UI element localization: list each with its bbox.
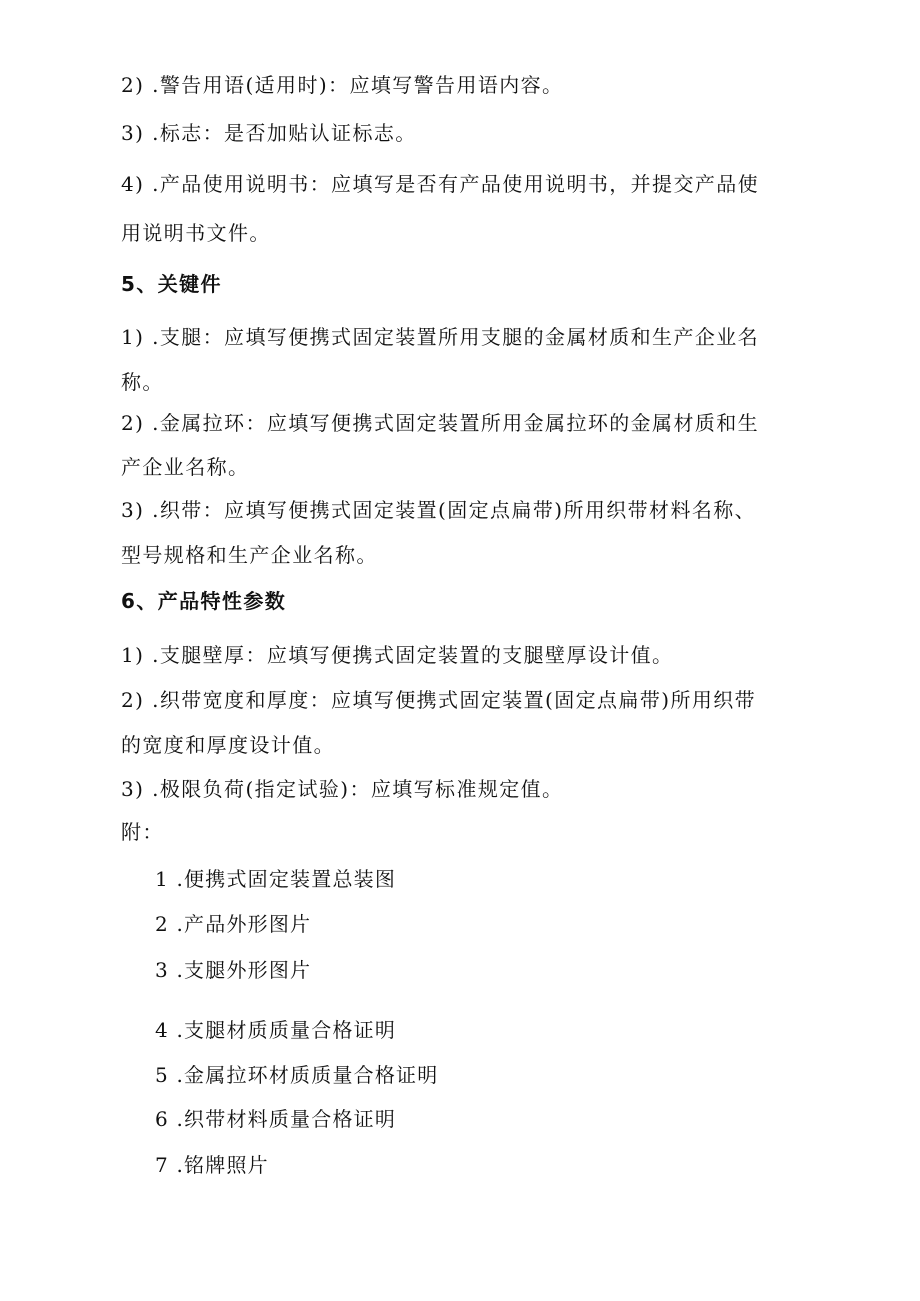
attachment-item: 3 .支腿外形图片	[155, 958, 312, 982]
sec5-line: 产企业名称。	[121, 455, 250, 479]
sec6-line: 2) .织带宽度和厚度：应填写便携式固定装置(固定点扁带)所用织带	[121, 688, 757, 712]
sec5-line: 3) .织带：应填写便携式固定装置(固定点扁带)所用织带材料名称、	[121, 498, 757, 522]
sec4-item-mark: 3) .标志：是否加贴认证标志。	[121, 121, 417, 145]
attachment-item: 6 .织带材料质量合格证明	[155, 1107, 397, 1131]
sec6-line: 的宽度和厚度设计值。	[121, 733, 335, 757]
attachments-label: 附：	[121, 820, 164, 844]
sec6-heading: 6、产品特性参数	[121, 589, 287, 613]
attachment-item: 7 .铭牌照片	[155, 1153, 269, 1177]
sec5-line: 型号规格和生产企业名称。	[121, 543, 378, 567]
sec4-item-manual-cont: 用说明书文件。	[121, 221, 271, 245]
sec4-item-manual: 4) .产品使用说明书：应填写是否有产品使用说明书，并提交产品使	[121, 172, 760, 196]
sec4-item-warning: 2) .警告用语(适用时)：应填写警告用语内容。	[121, 73, 564, 97]
sec5-heading: 5、关键件	[121, 272, 222, 296]
sec6-line: 1) .支腿壁厚：应填写便携式固定装置的支腿壁厚设计值。	[121, 643, 674, 667]
attachment-item: 1 .便携式固定装置总装图	[155, 867, 397, 891]
attachment-item: 4 .支腿材质质量合格证明	[155, 1018, 397, 1042]
sec5-line: 1) .支腿：应填写便携式固定装置所用支腿的金属材质和生产企业名	[121, 325, 760, 349]
attachment-item: 2 .产品外形图片	[155, 912, 312, 936]
sec5-line: 称。	[121, 370, 164, 394]
attachment-item: 5 .金属拉环材质质量合格证明	[155, 1063, 439, 1087]
sec6-line: 3) .极限负荷(指定试验)：应填写标准规定值。	[121, 777, 564, 801]
sec5-line: 2) .金属拉环：应填写便携式固定装置所用金属拉环的金属材质和生	[121, 411, 760, 435]
